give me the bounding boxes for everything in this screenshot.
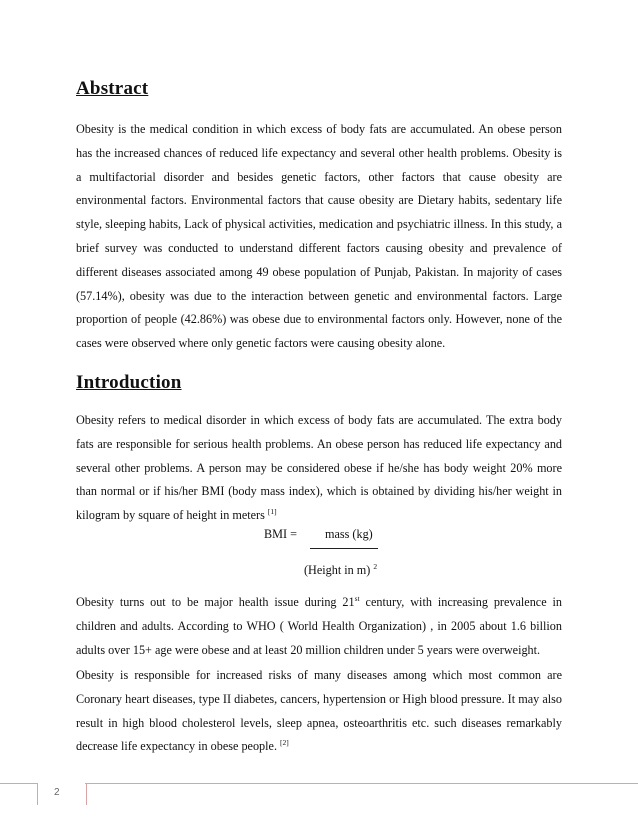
citation-2: [2] (280, 738, 289, 748)
introduction-paragraph-2-text-a: Obesity turns out to be major health issue during 21 (76, 595, 355, 609)
formula-lhs: BMI = (264, 527, 297, 541)
abstract-heading: Abstract (76, 78, 149, 99)
footer-rule-left (0, 783, 37, 784)
page-number: 2 (54, 787, 60, 798)
introduction-paragraph-2 (76, 591, 562, 662)
formula-denominator-text: (Height in m) (304, 563, 371, 577)
footer-rule (85, 783, 638, 784)
introduction-paragraph-1 (76, 409, 562, 528)
introduction-paragraph-3 (76, 664, 562, 759)
fraction-bar (310, 548, 378, 549)
page-number-box (37, 783, 87, 805)
formula-numerator: mass (kg) (325, 527, 373, 541)
formula-denominator (304, 563, 377, 578)
introduction-heading: Introduction (76, 372, 182, 393)
introduction-paragraph-1-text: Obesity refers to medical disorder in which excess of body fats are accumulated. The extra body fats are responsible for serious health problems. An obese person has reduced life expectancy and several other problems. A person may be considered obese if he/she has body weight 20% more than normal or if his/her BMI (body mass index), which is obtained by dividing his/her weight in kilogram by square of height in meters (76, 413, 562, 523)
citation-1: [1] (267, 507, 277, 517)
abstract-paragraph: Obesity is the medical condition in which excess of body fats are accumulated. An obese person has the increased chances of reduced life expectancy and several other health problems. Obesity is a multifactorial disorder and besides genetic factors, other factors that cause obesity are environmental factors. Environmental factors that cause obesity are Dietary habits, sedentary life style, sleeping habits, Lack of physical activities, medication and psychiatric illness. In this study, a brief survey was conducted to understand different factors causing obesity and prevalence of different diseases associated among 49 obese population of Punjab, Pakistan. In majority of cases (57.14%), obesity was due to the interaction between genetic and environmental factors. Large proportion of people (42.86%) was obese due to environmental factors only. However, none of the cases were observed where only genetic factors were causing obesity alone. (76, 122, 562, 351)
introduction-paragraph-3-text: Obesity is responsible for increased risks of many diseases among which most common are Coronary heart diseases, type II diabetes, cancers, hypertension or High blood pressure. It may also result in high blood cholesterol levels, sleep apnea, osteoarthritis etc. such diseases remarkably decrease life expectancy in obese people. (76, 668, 562, 754)
introduction-paragraph-2-text-b: century, with increasing prevalence in children and adults. According to WHO ( World Health Organization) , in 2005 about 1.6 billion adults over 15+ age were obese and at least 20 million children under 5 years were overweight. (76, 595, 562, 657)
ordinal-suffix: st (354, 594, 360, 603)
formula-exponent: 2 (373, 562, 378, 571)
